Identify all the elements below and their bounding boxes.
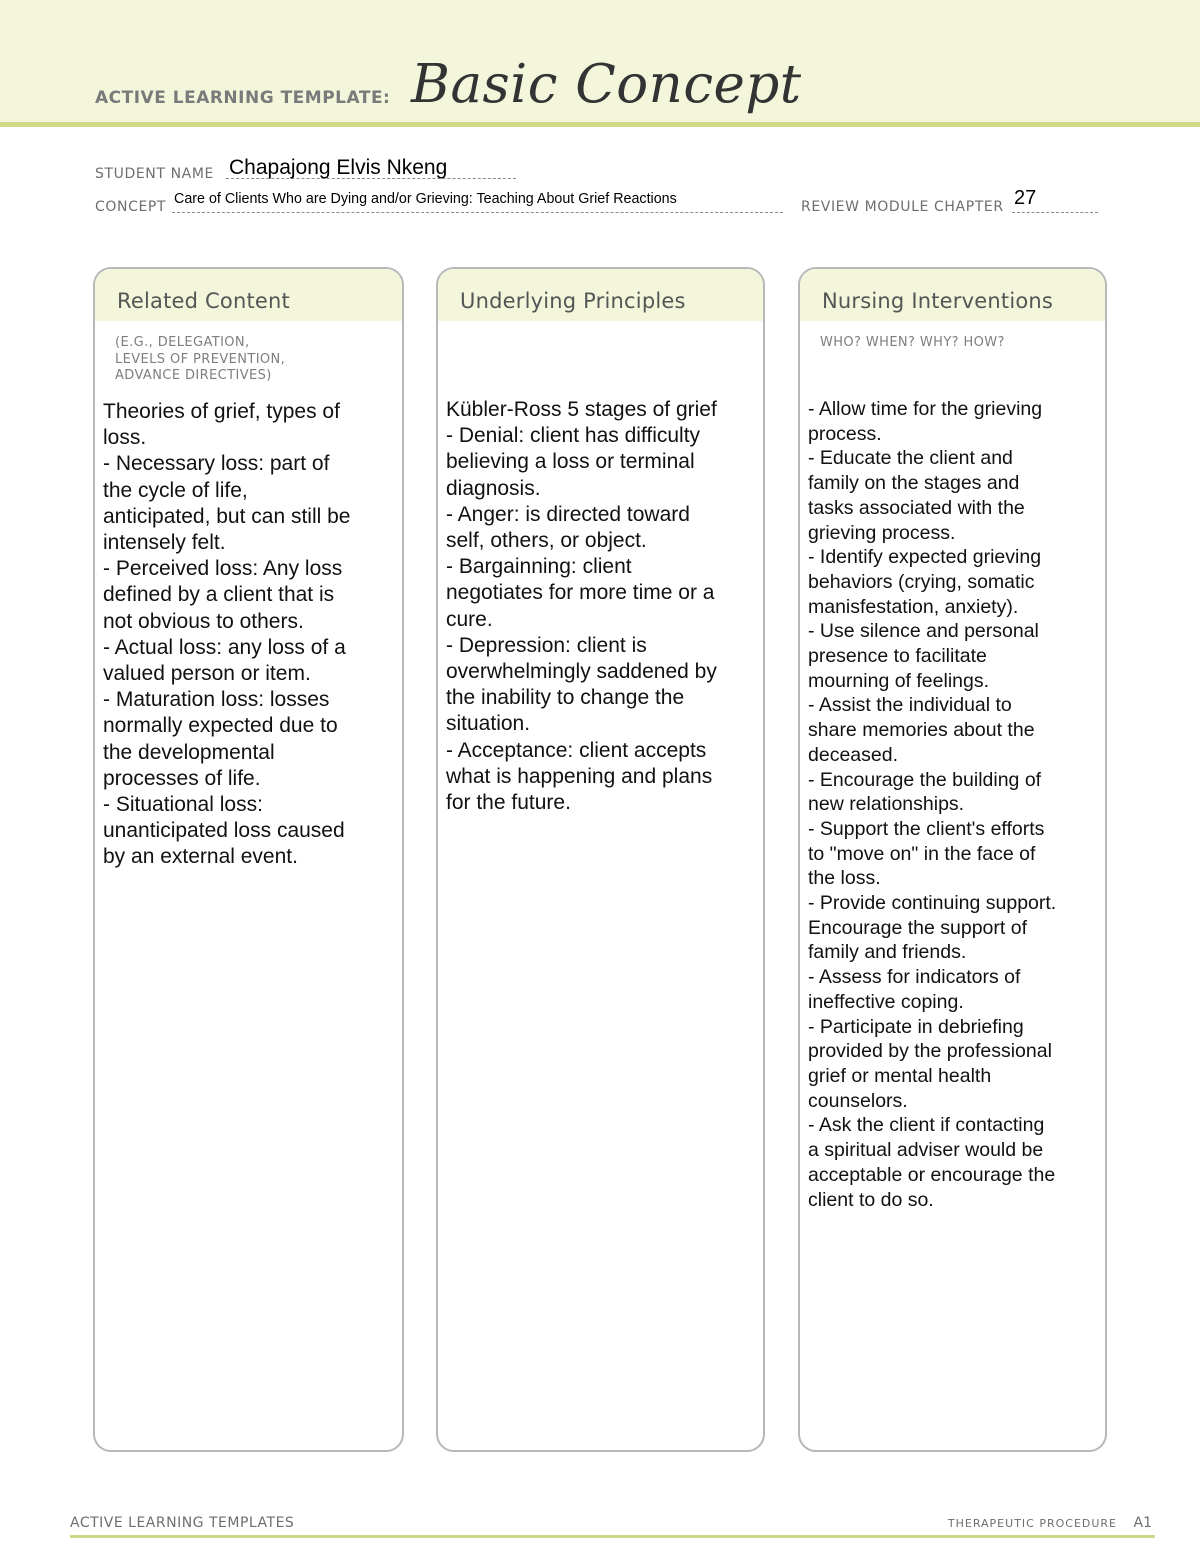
- page-title: Basic Concept: [411, 54, 802, 115]
- concept-label: CONCEPT: [95, 199, 167, 215]
- nursing-interventions-text[interactable]: - Allow time for the grieving process. - Educate the client and family on the stages and tasks associated with the grieving process. - Identify expected grieving behaviors (crying, somatic manisfestation, anxiety). - Use silence and personal presence to facilitate mourning of feelings. - Assist the individual to share memories about the deceased. - Encourage the building of new relationships. - Support the client's efforts to "move on" in the face of the loss. - Provide continuing support. Encourage the support of family and friends. - Assess for indicators of ineffective coping. - Participate in debriefing provided by the professional grief or mental health counselors. - Ask the client if contacting a spiritual adviser would be acceptable or encourage the client to do so.: [808, 398, 1057, 1211]
- concept-field[interactable]: Care of Clients Who are Dying and/or Grieving: Teaching About Grief Reactions: [174, 191, 677, 207]
- footer-code: A1: [1133, 1515, 1152, 1531]
- nursing-interventions-title: Nursing Interventions: [822, 289, 1054, 313]
- footer-right-label: [948, 1515, 1152, 1531]
- related-content-text[interactable]: Theories of grief, types of loss. - Necessary loss: part of the cycle of life, anticipated, but can still be intensely felt. - Perceived loss: Any loss defined by a client that is not obvious to others. - Actual loss: any loss of a valued person or item. - Maturation loss: losses normally expected due to the developmental processes of life. - Situational loss: unanticipated loss caused by an external event.: [103, 400, 351, 869]
- underlying-principles-panel: [436, 267, 765, 1452]
- related-content-panel: [93, 267, 404, 1452]
- chapter-label: REVIEW MODULE CHAPTER: [801, 199, 1004, 215]
- chapter-underline: [1012, 212, 1098, 213]
- student-name-field[interactable]: Chapajong Elvis Nkeng: [229, 156, 448, 179]
- footer-procedure: THERAPEUTIC PROCEDURE: [947, 1517, 1118, 1530]
- underlying-principles-text[interactable]: Kübler-Ross 5 stages of grief - Denial: client has difficulty believing a loss or terminal diagnosis. - Anger: is directed toward self, others, or object. - Bargainning: client negotiates for more time or a cure. - Depression: client is overwhelmingly saddened by the inability to change the situation. - Acceptance: client accepts what is happening and plans for the future.: [446, 398, 717, 815]
- related-content-title: Related Content: [117, 289, 290, 313]
- footer-divider: [70, 1535, 1155, 1538]
- related-content-subtitle: (E.G., DELEGATION, LEVELS OF PREVENTION, ADVANCE DIRECTIVES): [115, 335, 286, 383]
- underlying-principles-title: Underlying Principles: [460, 289, 686, 313]
- student-name-label: STUDENT NAME: [95, 166, 214, 182]
- nursing-interventions-subtitle: WHO? WHEN? WHY? HOW?: [820, 335, 1005, 350]
- concept-underline: [172, 212, 783, 213]
- nursing-interventions-panel: [798, 267, 1107, 1452]
- footer-left-label: ACTIVE LEARNING TEMPLATES: [70, 1515, 295, 1531]
- template-label: ACTIVE LEARNING TEMPLATE:: [95, 88, 391, 108]
- chapter-field[interactable]: 27: [1014, 187, 1037, 209]
- header-divider: [0, 122, 1200, 127]
